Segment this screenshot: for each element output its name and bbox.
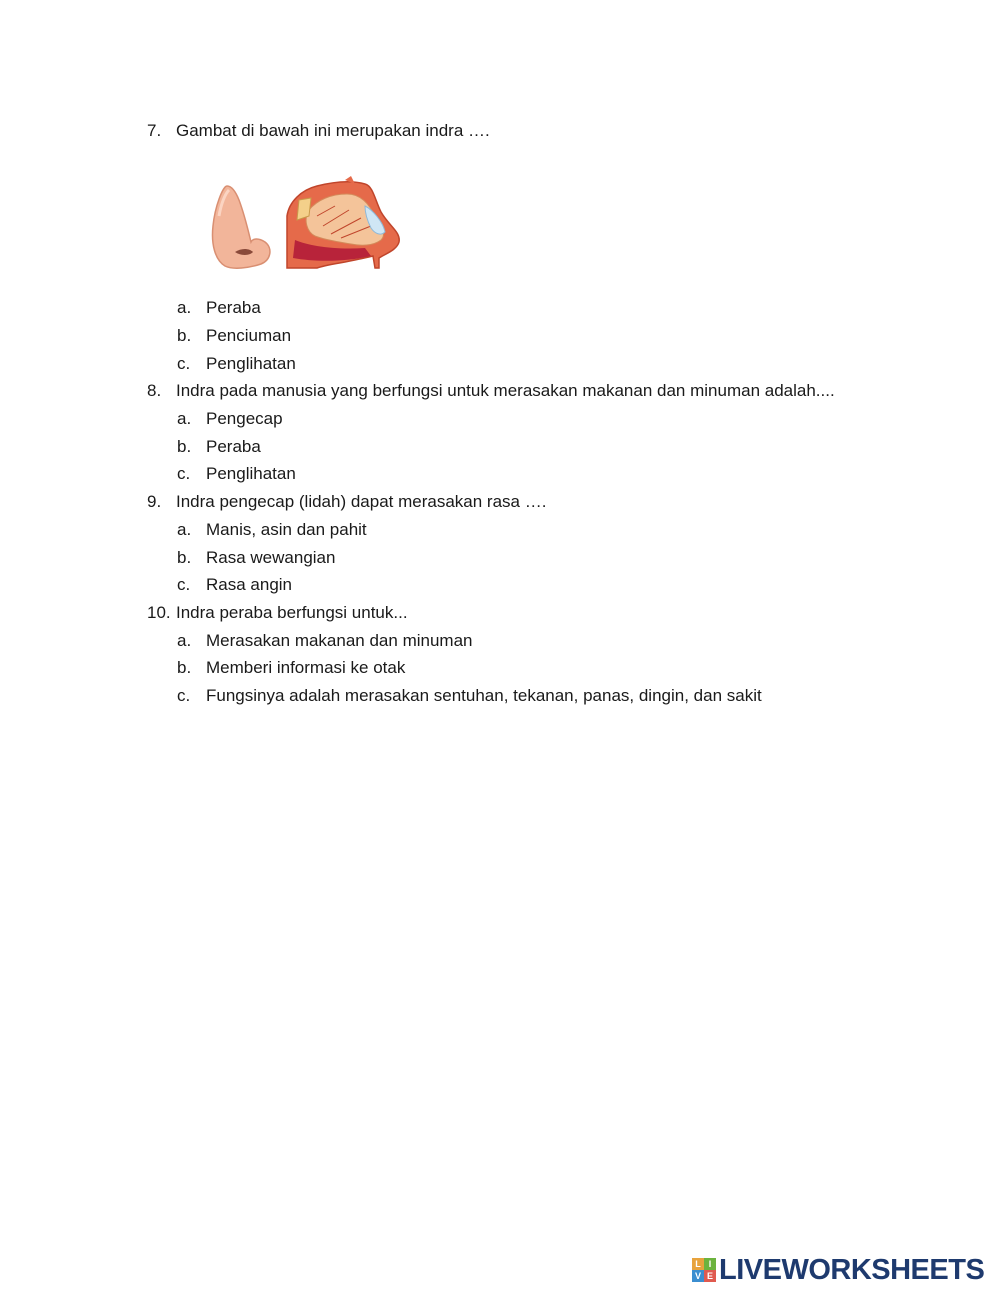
option-letter: b. — [177, 326, 192, 345]
mark-letter-i: I — [704, 1258, 716, 1270]
option-letter: b. — [177, 548, 192, 567]
option-10c[interactable] — [177, 685, 762, 707]
option-text: Penglihatan — [206, 354, 296, 373]
option-8a[interactable] — [177, 408, 283, 430]
nasal-cavity-cross-section-icon — [287, 176, 399, 268]
option-text: Manis, asin dan pahit — [206, 520, 367, 539]
option-text: Peraba — [206, 298, 261, 317]
option-text: Memberi informasi ke otak — [206, 658, 406, 677]
question-text: Indra pada manusia yang berfungsi untuk merasakan makanan dan minuman adalah.... — [176, 381, 835, 400]
question-text: Indra pengecap (lidah) dapat merasakan rasa …. — [176, 492, 547, 511]
option-10a[interactable] — [177, 630, 472, 652]
question-7 — [147, 120, 490, 142]
option-letter: a. — [177, 298, 192, 317]
option-letter: c. — [177, 575, 191, 594]
question-9 — [147, 491, 546, 513]
option-text: Pengecap — [206, 409, 283, 428]
option-text: Rasa wewangian — [206, 548, 336, 567]
mark-letter-l: L — [692, 1258, 704, 1270]
option-text: Penglihatan — [206, 464, 296, 483]
question-text: Gambat di bawah ini merupakan indra …. — [176, 121, 490, 140]
option-9b[interactable] — [177, 547, 335, 569]
logo-text: LIVEWORKSHEETS — [719, 1253, 985, 1286]
mark-letter-e: E — [704, 1270, 716, 1282]
question-number: 10. — [147, 603, 171, 622]
option-text: Peraba — [206, 437, 261, 456]
option-letter: a. — [177, 631, 192, 650]
question-10 — [147, 602, 408, 624]
question-number: 7. — [147, 121, 162, 140]
option-10b[interactable] — [177, 657, 405, 679]
option-letter: a. — [177, 409, 192, 428]
option-text: Merasakan makanan dan minuman — [206, 631, 473, 650]
question-number: 9. — [147, 492, 162, 511]
nose-illustration — [205, 176, 405, 272]
question-text: Indra peraba berfungsi untuk... — [176, 603, 408, 622]
option-8c[interactable] — [177, 463, 296, 485]
option-text: Rasa angin — [206, 575, 293, 594]
question-number: 8. — [147, 381, 162, 400]
option-letter: c. — [177, 464, 191, 483]
option-7a[interactable] — [177, 297, 261, 319]
mark-letter-v: V — [692, 1270, 704, 1282]
option-7c[interactable] — [177, 353, 296, 375]
liveworksheets-mark-icon — [692, 1258, 716, 1282]
option-8b[interactable] — [177, 436, 261, 458]
liveworksheets-logo — [692, 1254, 984, 1286]
option-text: Penciuman — [206, 326, 292, 345]
option-letter: a. — [177, 520, 192, 539]
option-letter: c. — [177, 686, 191, 705]
option-letter: c. — [177, 354, 191, 373]
option-letter: b. — [177, 437, 192, 456]
option-9a[interactable] — [177, 519, 367, 541]
option-text: Fungsinya adalah merasakan sentuhan, tekanan, panas, dingin, dan sakit — [206, 686, 762, 705]
option-letter: b. — [177, 658, 192, 677]
option-7b[interactable] — [177, 325, 291, 347]
question-8 — [147, 380, 835, 402]
nose-exterior-icon — [205, 176, 405, 272]
option-9c[interactable] — [177, 574, 292, 596]
